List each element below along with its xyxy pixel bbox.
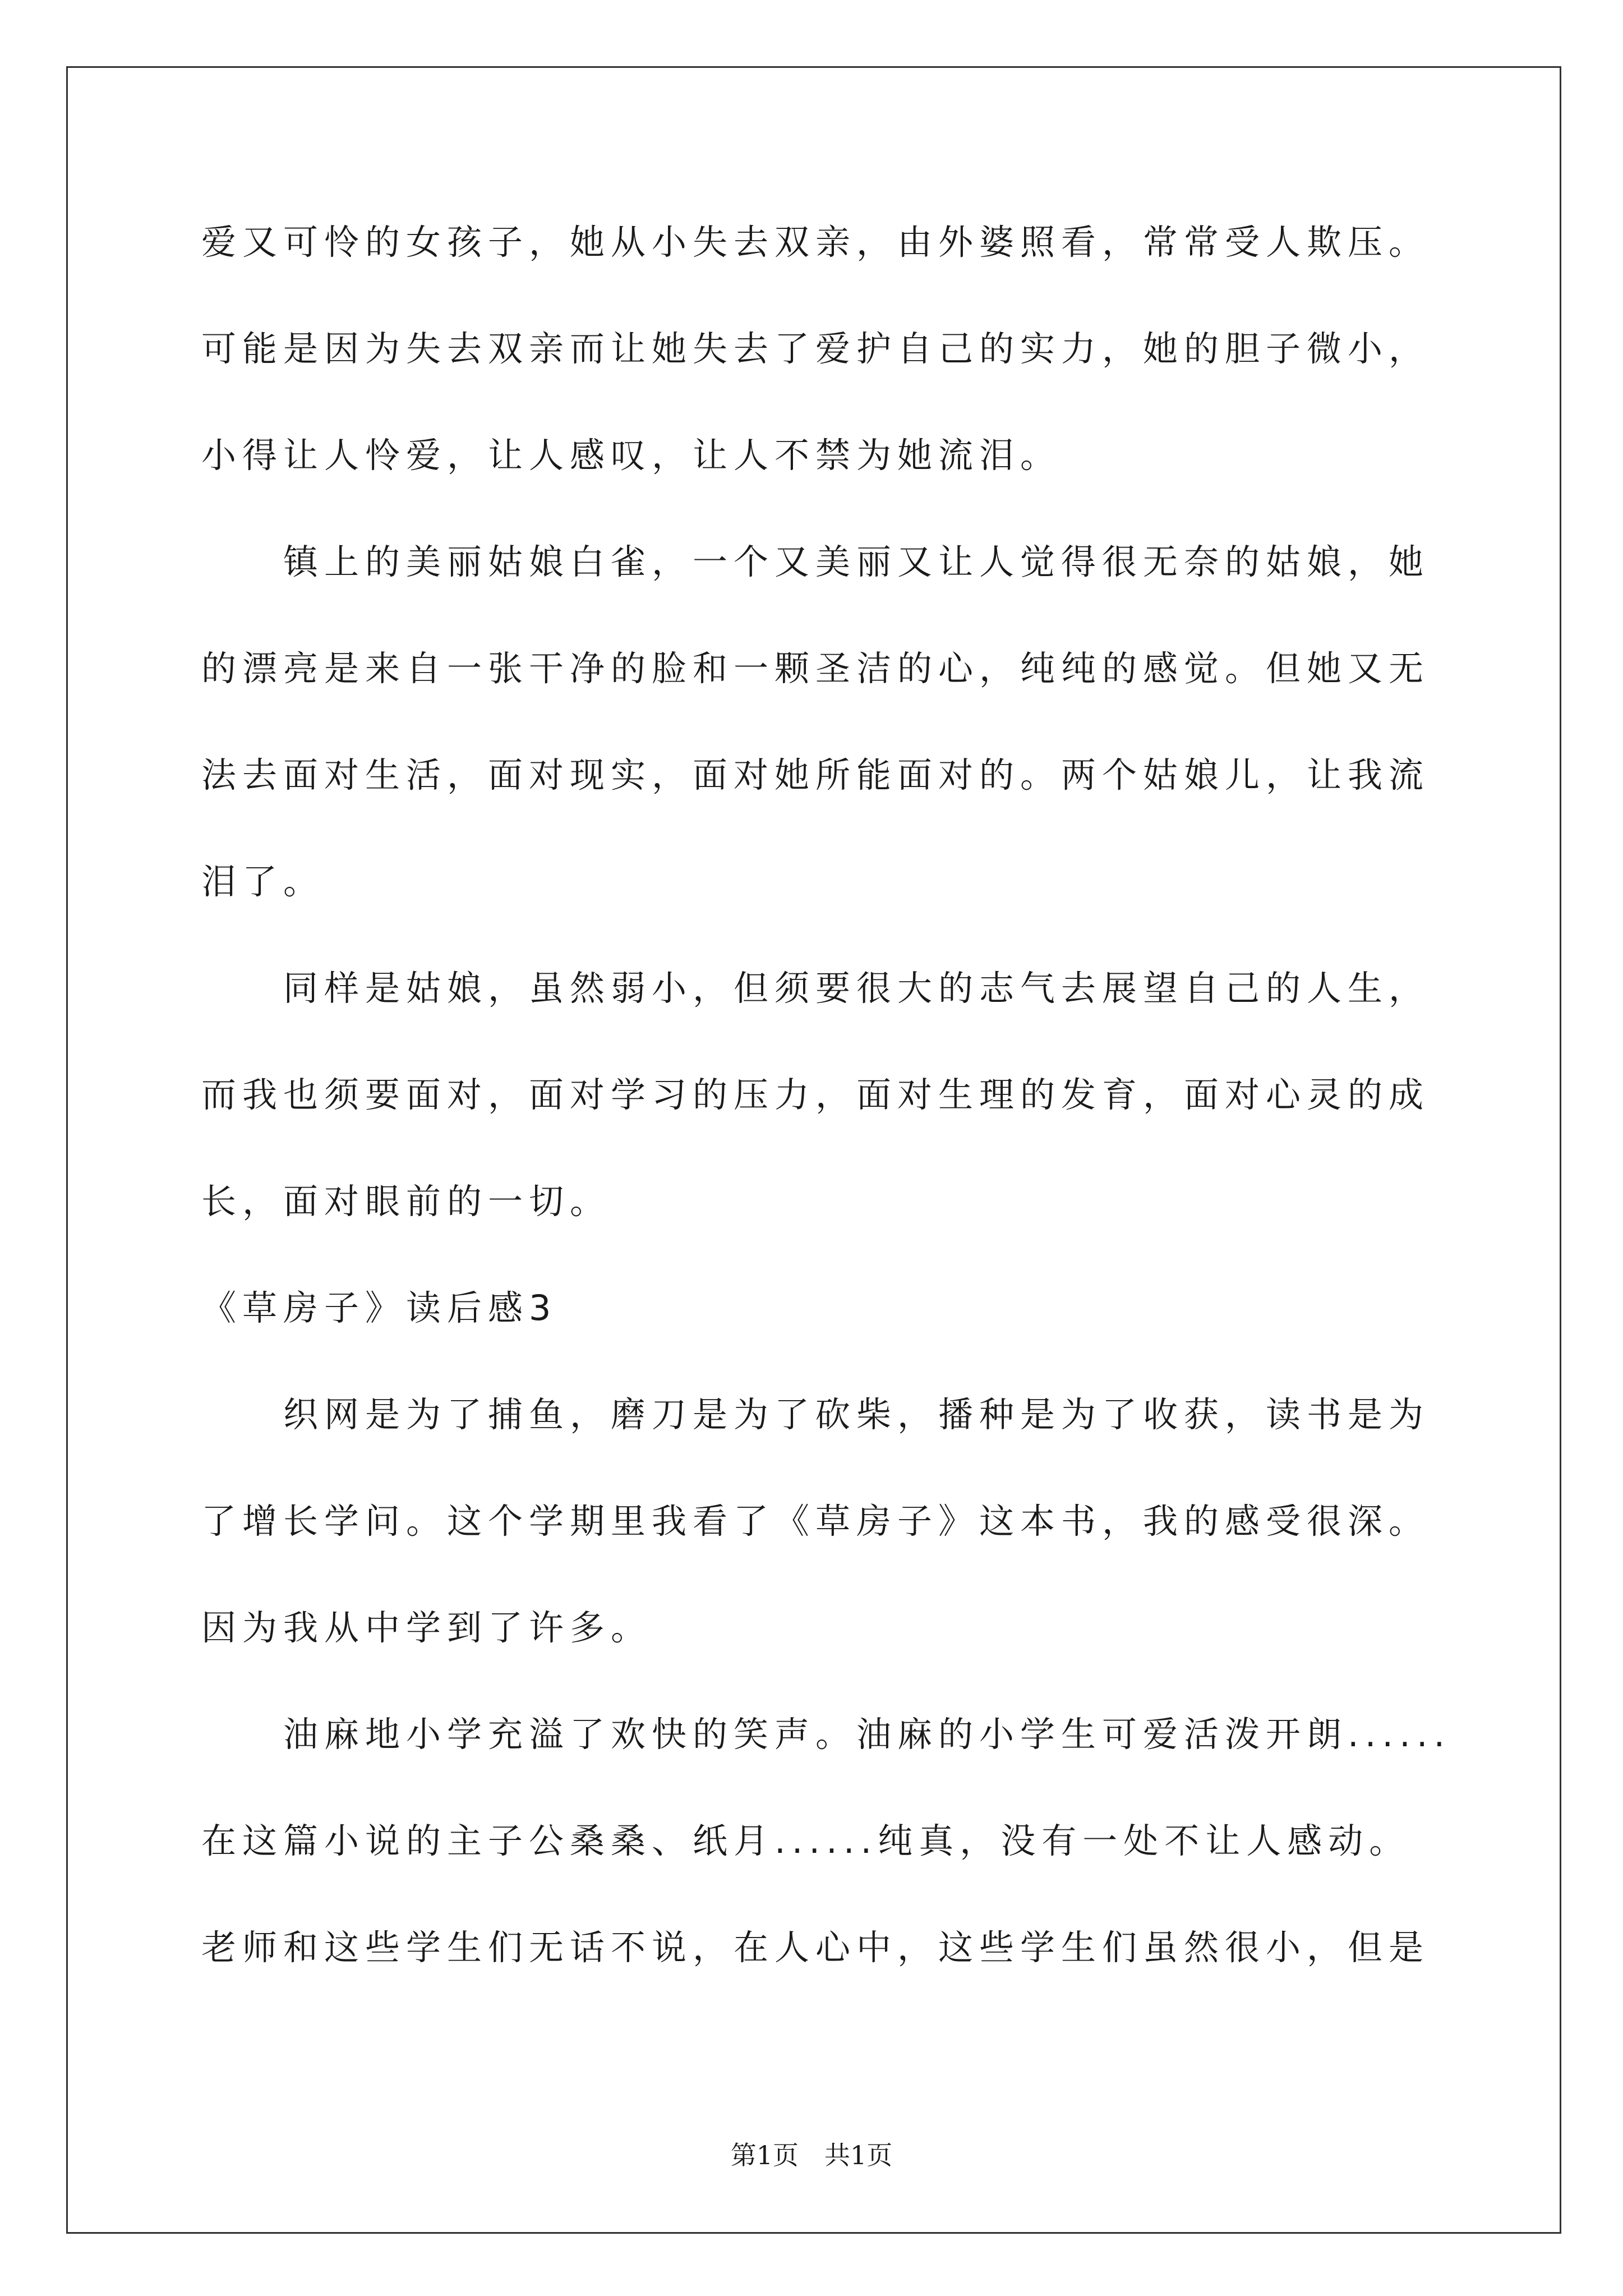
text-line: 的漂亮是来自一张干净的脸和一颗圣洁的心，纯纯的感觉。但她又无 [201, 648, 1430, 689]
text-line: 法去面对生活，面对现实，面对她所能面对的。两个姑娘儿，让我流 [201, 754, 1430, 795]
section-heading: 《草房子》读后感3 [201, 1287, 557, 1328]
text-line: 爱又可怜的女孩子，她从小失去双亲，由外婆照看，常常受人欺压。 [201, 222, 1430, 263]
text-line: 了增长学问。这个学期里我看了《草房子》这本书，我的感受很深。 [201, 1501, 1430, 1542]
paragraph-start-line: 同样是姑娘，虽然弱小，但须要很大的志气去展望自己的人生， [283, 968, 1430, 1009]
text-line: 小得让人怜爱，让人感叹，让人不禁为她流泪。 [201, 435, 1062, 476]
text-line: 在这篇小说的主子公桑桑、纸月......纯真，没有一处不让人感动。 [201, 1820, 1410, 1861]
paragraph-start-line: 织网是为了捕鱼，磨刀是为了砍柴，播种是为了收获，读书是为 [283, 1394, 1430, 1435]
page-footer: 第1页 共1页 [730, 2140, 893, 2170]
text-line: 因为我从中学到了许多。 [201, 1607, 652, 1648]
text-line: 可能是因为失去双亲而让她失去了爱护自己的实力，她的胆子微小， [201, 328, 1430, 369]
paragraph-start-line: 油麻地小学充溢了欢快的笑声。油麻的小学生可爱活泼开朗...... [283, 1714, 1451, 1755]
paragraph-start-line: 镇上的美丽姑娘白雀，一个又美丽又让人觉得很无奈的姑娘，她 [283, 541, 1430, 582]
text-line: 泪了。 [201, 861, 325, 902]
text-line: 长，面对眼前的一切。 [201, 1181, 611, 1222]
document-body [201, 189, 1491, 2001]
text-line: 老师和这些学生们无话不说，在人心中，这些学生们虽然很小，但是 [201, 1927, 1430, 1968]
text-line: 而我也须要面对，面对学习的压力，面对生理的发育，面对心灵的成 [201, 1074, 1430, 1115]
